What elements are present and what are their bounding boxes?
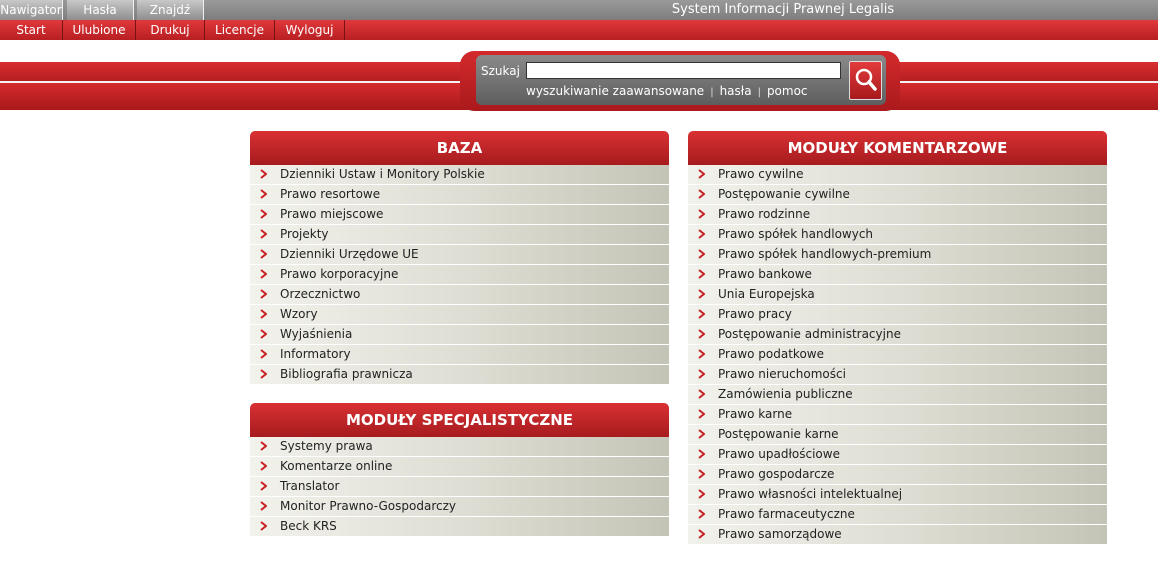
list-item-label: Prawo bankowe [718, 267, 812, 281]
list-item-label: Zamówienia publiczne [718, 387, 853, 401]
bullet-arrow-icon [260, 349, 267, 359]
bullet-arrow-icon [698, 209, 705, 219]
list-item-label: Dzienniki Ustaw i Monitory Polskie [280, 167, 485, 181]
list-item[interactable] [250, 285, 669, 305]
search-label: Szukaj [481, 64, 520, 78]
bullet-arrow-icon [698, 449, 705, 459]
list-item-label: Prawo upadłościowe [718, 447, 840, 461]
list-item-label: Postępowanie karne [718, 427, 839, 441]
bullet-arrow-icon [698, 189, 705, 199]
list-item-label: Prawo rodzinne [718, 207, 811, 221]
bullet-arrow-icon [260, 249, 267, 259]
bullet-arrow-icon [698, 429, 705, 439]
list-item-label: Prawo spółek handlowych-premium [718, 247, 932, 261]
list-item[interactable] [688, 345, 1107, 365]
bullet-arrow-icon [260, 481, 267, 491]
menu-bar [0, 20, 1158, 40]
list-item-label: Prawo samorządowe [718, 527, 842, 541]
list-item-label: Postępowanie cywilne [718, 187, 850, 201]
keywords-link[interactable]: hasła [719, 84, 752, 98]
advanced-search-link[interactable]: wyszukiwanie zaawansowane [526, 84, 705, 98]
list-item-label: Unia Europejska [718, 287, 815, 301]
bullet-arrow-icon [260, 269, 267, 279]
bullet-arrow-icon [698, 509, 705, 519]
menu-drukuj[interactable]: Drukuj [136, 20, 205, 40]
list-item[interactable] [688, 305, 1107, 325]
list-item-label: Prawo pracy [718, 307, 792, 321]
bullet-arrow-icon [260, 189, 267, 199]
list-item-label: Monitor Prawno-Gospodarczy [280, 499, 456, 513]
list-item-label: Prawo spółek handlowych [718, 227, 874, 241]
list-item[interactable] [250, 305, 669, 325]
top-bar [0, 0, 1158, 20]
search-button[interactable] [849, 61, 882, 100]
bullet-arrow-icon [260, 229, 267, 239]
list-item-label: Projekty [280, 227, 329, 241]
list-item[interactable] [250, 345, 669, 365]
list-item-label: Informatory [280, 347, 351, 361]
baza-list [250, 165, 669, 385]
panel-baza [250, 131, 669, 385]
list-item[interactable] [688, 225, 1107, 245]
list-item[interactable] [250, 365, 669, 385]
bullet-arrow-icon [260, 289, 267, 299]
list-item[interactable] [688, 465, 1107, 485]
list-item[interactable] [688, 265, 1107, 285]
search-input[interactable] [526, 62, 841, 79]
bullet-arrow-icon [260, 369, 267, 379]
tab-hasla[interactable]: Hasła [67, 0, 134, 20]
list-item-label: Systemy prawa [280, 439, 373, 453]
bullet-arrow-icon [260, 521, 267, 531]
list-item[interactable] [250, 517, 669, 537]
list-item[interactable] [688, 205, 1107, 225]
list-item[interactable] [688, 445, 1107, 465]
list-item-label: Prawo cywilne [718, 167, 804, 181]
bullet-arrow-icon [698, 309, 705, 319]
panel-baza-title: BAZA [250, 131, 669, 165]
list-item[interactable] [250, 325, 669, 345]
list-item-label: Prawo resortowe [280, 187, 381, 201]
bullet-arrow-icon [698, 369, 705, 379]
list-item-label: Komentarze online [280, 459, 393, 473]
list-item[interactable] [688, 525, 1107, 545]
bullet-arrow-icon [698, 229, 705, 239]
menu-ulubione[interactable]: Ulubione [63, 20, 136, 40]
list-item[interactable] [250, 245, 669, 265]
menu-licencje[interactable]: Licencje [205, 20, 275, 40]
list-item-label: Bibliografia prawnicza [280, 367, 413, 381]
list-item[interactable] [688, 405, 1107, 425]
bullet-arrow-icon [260, 501, 267, 511]
list-item[interactable] [688, 385, 1107, 405]
list-item-label: Dzienniki Urzędowe UE [280, 247, 419, 261]
list-item[interactable] [250, 457, 669, 477]
panel-komentarzowe [688, 131, 1107, 545]
list-item[interactable] [250, 165, 669, 185]
list-item-label: Wyjaśnienia [280, 327, 353, 341]
bullet-arrow-icon [260, 169, 267, 179]
list-item[interactable] [688, 425, 1107, 445]
bullet-arrow-icon [698, 169, 705, 179]
list-item-label: Wzory [280, 307, 318, 321]
list-item-label: Prawo nieruchomości [718, 367, 846, 381]
bullet-arrow-icon [260, 209, 267, 219]
list-item[interactable] [688, 285, 1107, 305]
bullet-arrow-icon [260, 461, 267, 471]
komentarzowe-list [688, 165, 1107, 545]
help-link[interactable]: pomoc [766, 84, 808, 98]
search-links: wyszukiwanie zaawansowane | hasła | pomoc [526, 84, 808, 98]
list-item[interactable] [688, 505, 1107, 525]
list-item[interactable] [688, 365, 1107, 385]
list-item[interactable] [250, 265, 669, 285]
bullet-arrow-icon [260, 329, 267, 339]
list-item-label: Prawo farmaceutyczne [718, 507, 855, 521]
bullet-arrow-icon [260, 441, 267, 451]
bullet-arrow-icon [698, 409, 705, 419]
panel-specjalistyczne [250, 403, 669, 537]
bullet-arrow-icon [698, 489, 705, 499]
list-item[interactable] [250, 477, 669, 497]
panel-specjalistyczne-title: MODUŁY SPECJALISTYCZNE [250, 403, 669, 437]
list-item[interactable] [688, 245, 1107, 265]
list-item-label: Translator [280, 479, 340, 493]
list-item[interactable] [250, 497, 669, 517]
app-title: System Informacji Prawnej Legalis [671, 2, 895, 17]
list-item-label: Prawo własności intelektualnej [718, 487, 903, 501]
list-item-label: Prawo gospodarcze [718, 467, 835, 481]
bullet-arrow-icon [698, 469, 705, 479]
menu-wyloguj[interactable]: Wyloguj [275, 20, 345, 40]
bullet-arrow-icon [698, 289, 705, 299]
list-item[interactable] [688, 325, 1107, 345]
magnifier-icon [850, 62, 881, 99]
bullet-arrow-icon [698, 529, 705, 539]
bullet-arrow-icon [260, 309, 267, 319]
bullet-arrow-icon [698, 389, 705, 399]
list-item-label: Beck KRS [280, 519, 337, 533]
bullet-arrow-icon [698, 329, 705, 339]
list-item-label: Prawo korporacyjne [280, 267, 399, 281]
bullet-arrow-icon [698, 349, 705, 359]
list-item-label: Orzecznictwo [280, 287, 361, 301]
list-item[interactable] [688, 185, 1107, 205]
list-item-label: Postępowanie administracyjne [718, 327, 901, 341]
specjalistyczne-list [250, 437, 669, 537]
tab-nawigator[interactable]: Nawigator [0, 0, 63, 20]
list-item[interactable] [250, 205, 669, 225]
list-item-label: Prawo miejscowe [280, 207, 384, 221]
list-item[interactable] [250, 225, 669, 245]
bullet-arrow-icon [698, 249, 705, 259]
list-item[interactable] [688, 485, 1107, 505]
panel-komentarzowe-title: MODUŁY KOMENTARZOWE [688, 131, 1107, 165]
tab-znajdz[interactable]: Znajdź [137, 0, 204, 20]
bullet-arrow-icon [698, 269, 705, 279]
list-item-label: Prawo karne [718, 407, 793, 421]
menu-start[interactable]: Start [0, 20, 63, 40]
list-item-label: Prawo podatkowe [718, 347, 824, 361]
list-item[interactable] [250, 437, 669, 457]
list-item[interactable] [688, 165, 1107, 185]
list-item[interactable] [250, 185, 669, 205]
